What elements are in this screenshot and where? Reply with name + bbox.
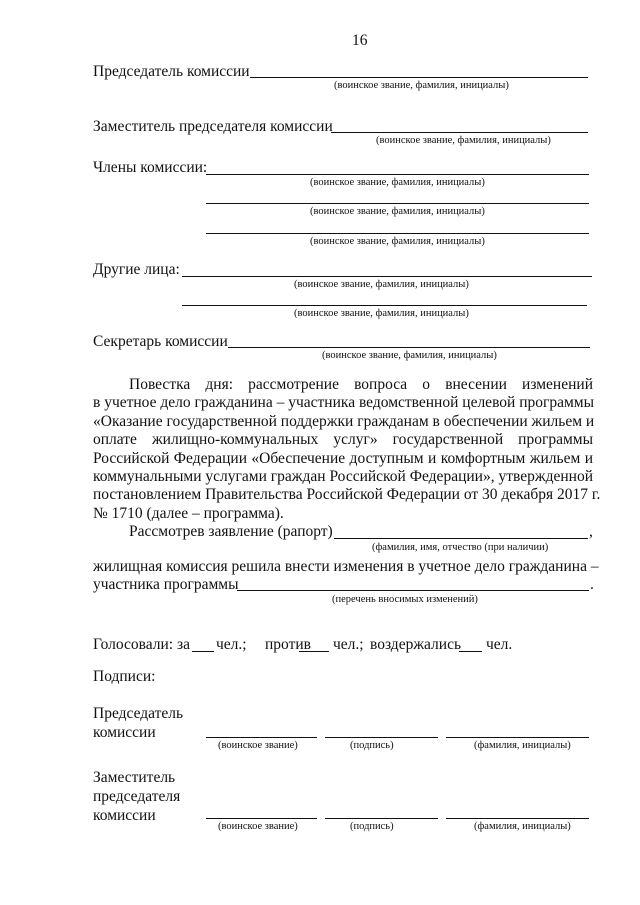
sig-chair-line: комиссии (93, 724, 156, 741)
votes-for-unit: чел.; (216, 636, 247, 653)
sig-chair-line: Председатель (93, 705, 184, 722)
deputy-signature-caption: (подпись) (350, 821, 394, 832)
changes-field[interactable] (237, 590, 589, 591)
chair-rank-field[interactable] (206, 737, 317, 738)
agenda-line: № 1710 (далее – программа). (93, 504, 284, 522)
member-field-2[interactable] (206, 203, 589, 204)
application-field[interactable] (334, 538, 588, 539)
signatures-label: Подписи: (93, 668, 156, 685)
deputy-name-field[interactable] (446, 818, 589, 819)
agenda-line: «Оказание государственной поддержки гражданам в обеспечении жильем и (93, 412, 595, 430)
sig-chair-title (93, 704, 183, 742)
considered-comma: , (589, 523, 593, 540)
chair-label: Председатель комиссии (93, 63, 250, 80)
chair-signature-caption: (подпись) (350, 740, 394, 751)
votes-abstained-unit: чел. (486, 636, 513, 653)
agenda-paragraph (93, 376, 601, 523)
votes-for-field[interactable] (192, 651, 214, 652)
member-field-1[interactable] (206, 174, 589, 175)
other-field-2[interactable] (182, 305, 587, 306)
deputy-name-caption: (фамилия, инициалы) (474, 821, 571, 832)
considered-label: Рассмотрев заявление (рапорт) (129, 523, 333, 540)
agenda-line: оплате жилищно-коммунальных услуг» государственной программы (93, 431, 593, 449)
secretary-caption: (воинское звание, фамилия, инициалы) (322, 350, 497, 361)
other-field-1[interactable] (182, 276, 592, 277)
deputy-signature-field[interactable] (325, 818, 438, 819)
secretary-field[interactable] (228, 347, 590, 348)
chair-caption: (воинское звание, фамилия, инициалы) (334, 80, 509, 91)
chair-rank-caption: (воинское звание) (218, 740, 298, 751)
other-caption-2: (воинское звание, фамилия, инициалы) (294, 308, 469, 319)
members-label: Члены комиссии: (93, 159, 208, 176)
agenda-line: Российской Федерации «Обеспечение доступным и комфортным жильем и (93, 449, 593, 467)
decision-period: . (590, 576, 594, 593)
member-caption-1: (воинское звание, фамилия, инициалы) (310, 177, 485, 188)
voting-label: Голосовали: за (93, 636, 190, 653)
member-caption-2: (воинское звание, фамилия, инициалы) (310, 206, 485, 217)
votes-against-field[interactable] (299, 651, 329, 652)
deputy-label: Заместитель председателя комиссии (93, 118, 333, 135)
decision-program-label: участника программы (93, 576, 239, 593)
voting-against-label: против (265, 636, 311, 653)
deputy-field[interactable] (331, 132, 588, 133)
changes-caption: (перечень вносимых изменений) (332, 594, 478, 605)
agenda-line: в учетное дело гражданина – участника ведомственной целевой программы (93, 394, 595, 412)
deputy-rank-caption: (воинское звание) (218, 821, 298, 832)
chair-name-field[interactable] (446, 737, 589, 738)
chair-field[interactable] (250, 77, 588, 78)
sig-deputy-line: Заместитель (93, 769, 176, 786)
agenda-line: постановлением Правительства Российской Федерации от 30 декабря 2017 г. (93, 486, 601, 504)
others-label: Другие лица: (93, 261, 180, 278)
decision-line: жилищная комиссия решила внести изменения в учетное дело гражданина – (93, 558, 599, 575)
agenda-line: Повестка дня: рассмотрение вопроса о внесении изменений (129, 376, 593, 393)
sig-deputy-title (93, 768, 180, 825)
votes-against-unit: чел.; (333, 636, 364, 653)
chair-signature-field[interactable] (325, 737, 438, 738)
agenda-line: коммунальными услугами граждан Российской Федерации», утвержденной (93, 468, 593, 486)
fio-caption: (фамилия, имя, отчество (при наличии) (372, 542, 549, 553)
sig-deputy-line: комиссии (93, 807, 156, 824)
secretary-label: Секретарь комиссии (93, 333, 228, 350)
member-field-3[interactable] (206, 233, 589, 234)
other-caption-1: (воинское звание, фамилия, инициалы) (294, 279, 469, 290)
deputy-caption: (воинское звание, фамилия, инициалы) (376, 135, 551, 146)
page-number: 16 (352, 32, 368, 49)
votes-abstained-field[interactable] (459, 651, 482, 652)
voting-abstained-label: воздержались (370, 636, 462, 653)
chair-name-caption: (фамилия, инициалы) (474, 740, 571, 751)
sig-deputy-line: председателя (93, 788, 181, 805)
deputy-rank-field[interactable] (206, 818, 317, 819)
member-caption-3: (воинское звание, фамилия, инициалы) (310, 236, 485, 247)
